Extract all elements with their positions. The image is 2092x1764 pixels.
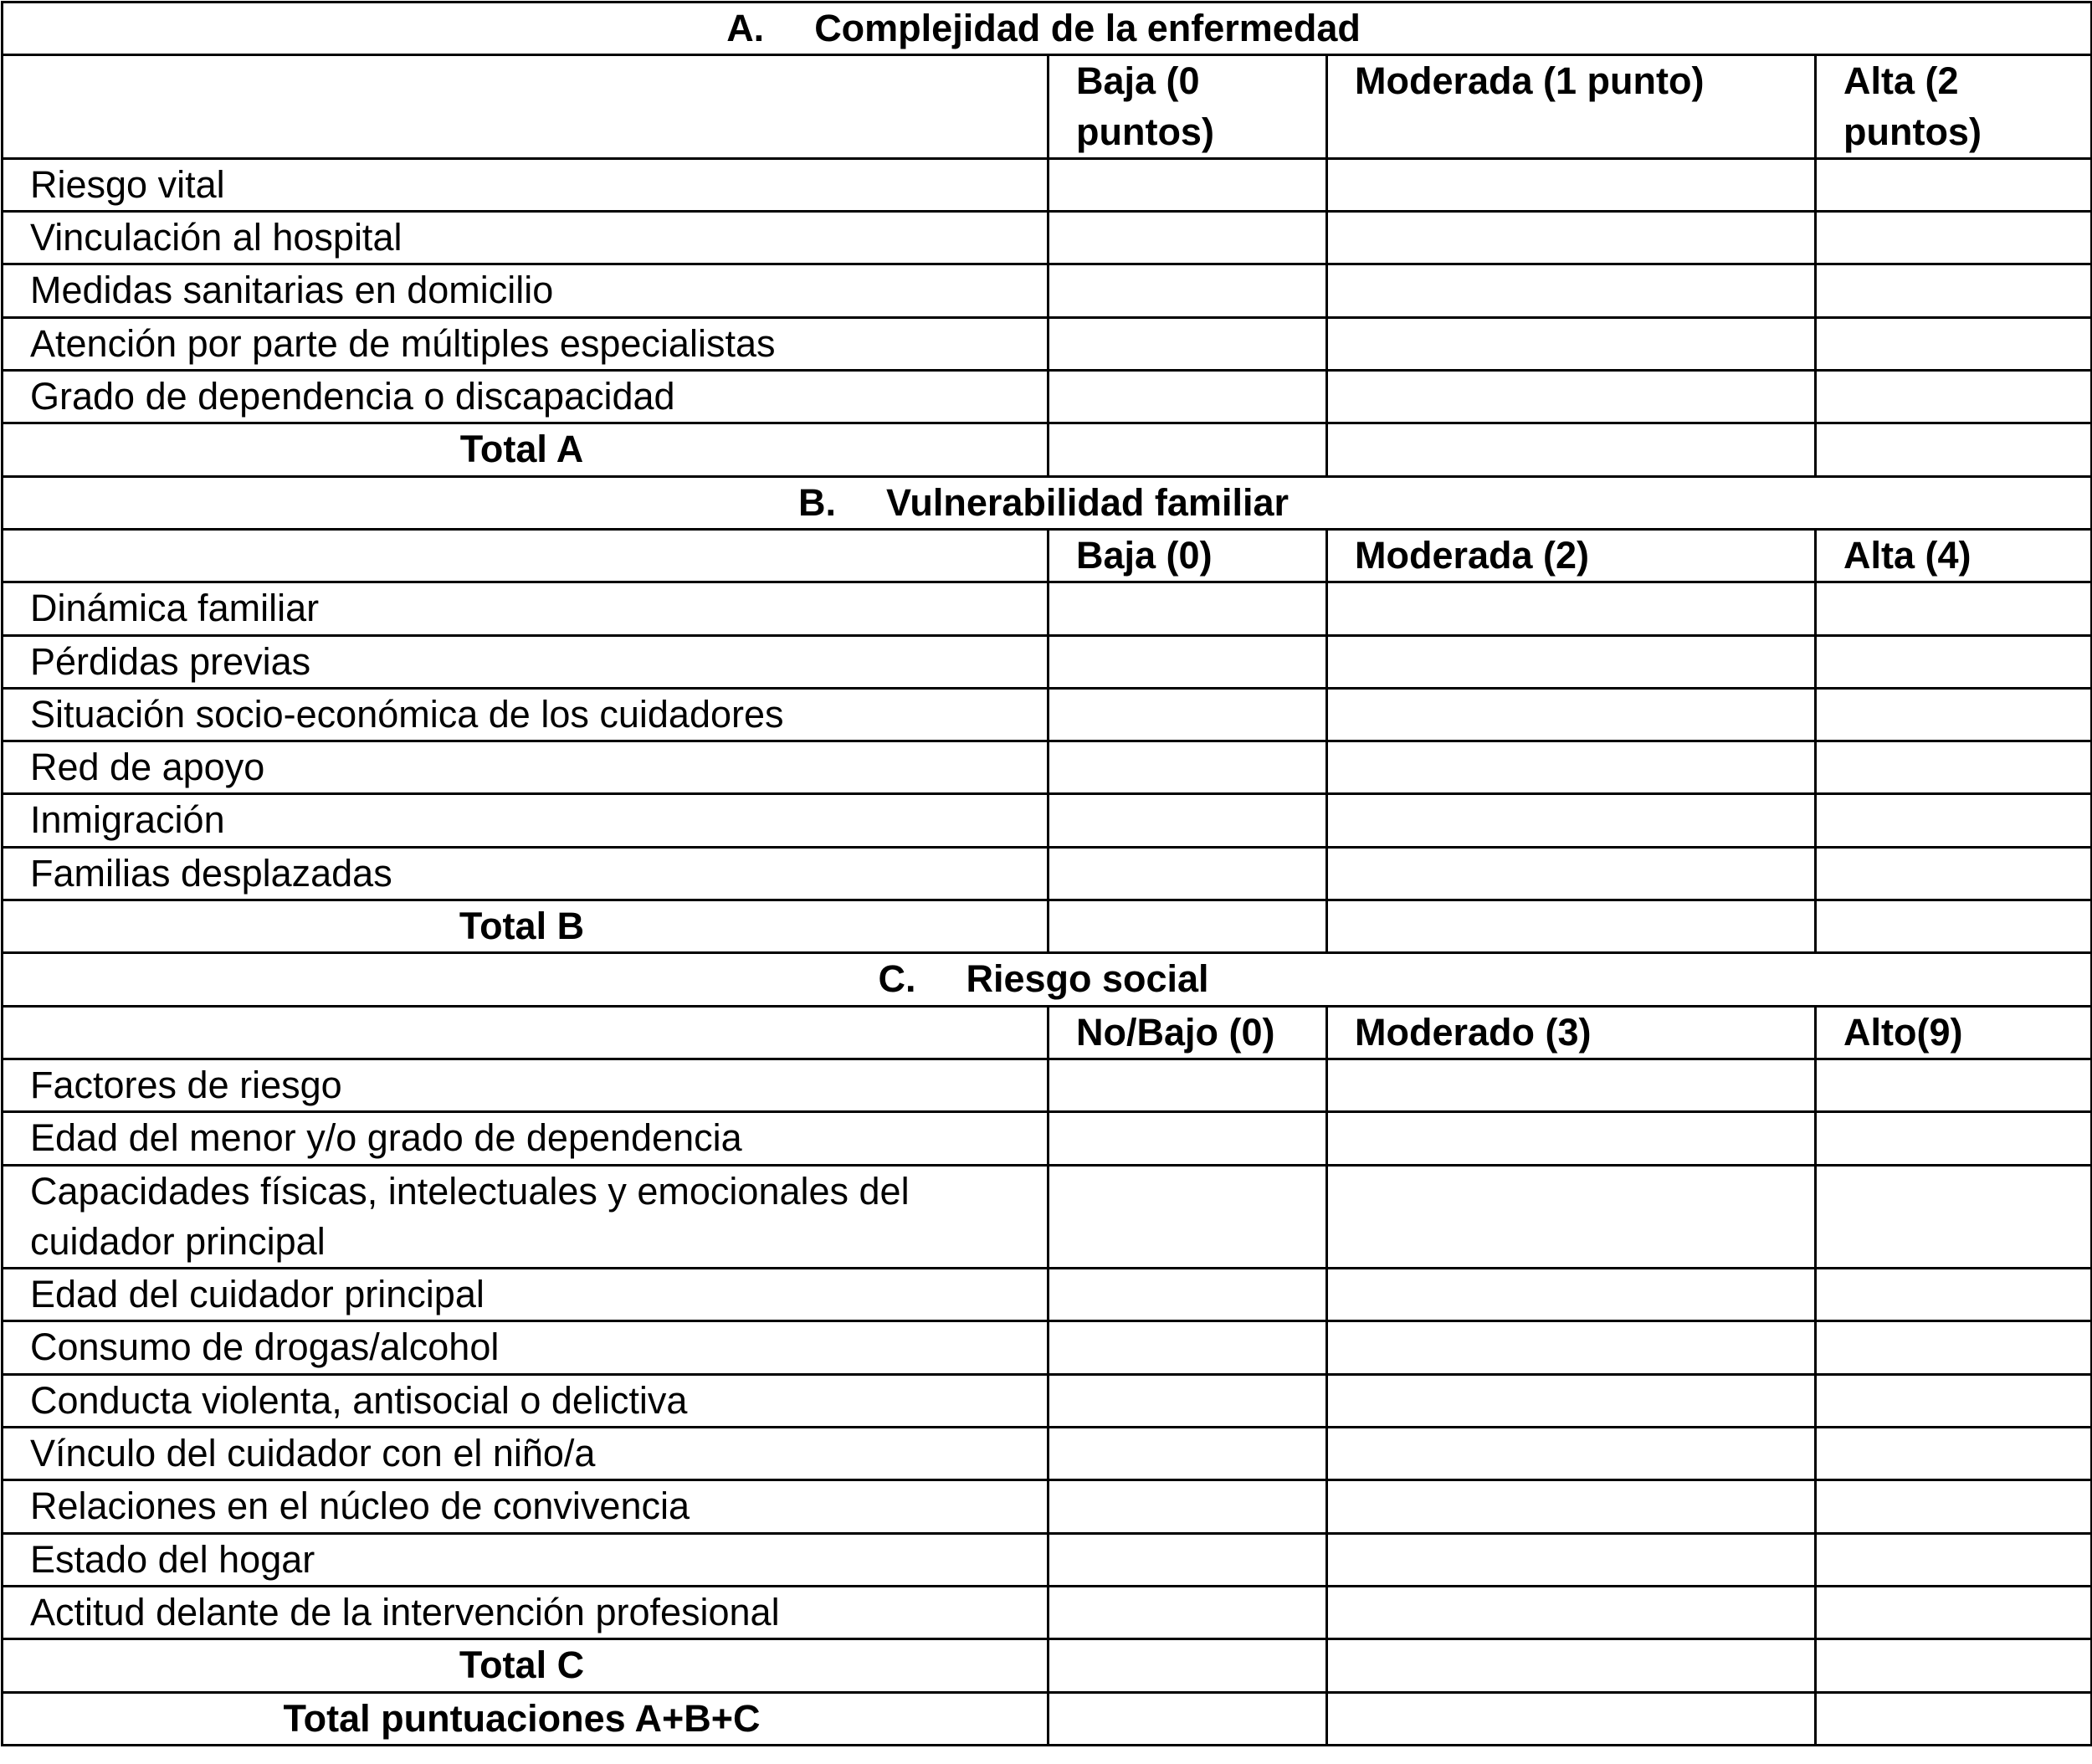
table-row (3, 847, 2092, 900)
table-row (3, 582, 2092, 635)
section-header-c (3, 953, 2092, 1006)
table-row (3, 688, 2092, 741)
item-label: Edad del cuidador principal (3, 1269, 1049, 1321)
item-label: Consumo de drogas/alcohol (3, 1321, 1049, 1374)
total-cell-moderate[interactable] (1327, 1639, 1816, 1692)
column-header-moderate: Moderada (1 punto) (1327, 55, 1816, 159)
section-title: Vulnerabilidad familiar (886, 480, 1289, 524)
section-letter: C. (878, 957, 916, 1001)
item-label: Vinculación al hospital (3, 212, 1049, 264)
column-header-low: No/Bajo (0) (1049, 1006, 1327, 1059)
score-cell-high[interactable] (1816, 688, 2092, 741)
score-cell-high[interactable] (1816, 158, 2092, 211)
score-cell-moderate[interactable] (1327, 1112, 1816, 1165)
score-cell-low[interactable] (1049, 1480, 1327, 1533)
score-cell-high[interactable] (1816, 582, 2092, 635)
table-row (3, 1533, 2092, 1586)
score-cell-moderate[interactable] (1327, 794, 1816, 847)
table-row (3, 1165, 2092, 1269)
item-label: Situación socio-económica de los cuidadores (3, 688, 1049, 741)
score-cell-moderate[interactable] (1327, 688, 1816, 741)
total-row-b (3, 900, 2092, 953)
item-label: Factores de riesgo (3, 1059, 1049, 1111)
table-row (3, 371, 2092, 423)
score-cell-low[interactable] (1049, 741, 1327, 794)
score-cell-low[interactable] (1049, 1428, 1327, 1480)
score-cell-high[interactable] (1816, 1059, 2092, 1111)
score-cell-moderate[interactable] (1327, 317, 1816, 370)
score-cell-high[interactable] (1816, 1533, 2092, 1586)
score-cell-high[interactable] (1816, 1321, 2092, 1374)
score-cell-moderate[interactable] (1327, 158, 1816, 211)
table-row (3, 1374, 2092, 1427)
table-row (3, 635, 2092, 688)
score-cell-high[interactable] (1816, 847, 2092, 900)
table-row (3, 1428, 2092, 1480)
item-label: Edad del menor y/o grado de dependencia (3, 1112, 1049, 1165)
score-cell-moderate[interactable] (1327, 741, 1816, 794)
total-label: Total C (3, 1639, 1049, 1692)
section-letter: B. (798, 480, 837, 524)
total-cell-moderate[interactable] (1327, 900, 1816, 953)
item-label: Estado del hogar (3, 1533, 1049, 1586)
score-cell-moderate[interactable] (1327, 371, 1816, 423)
blank-header-cell (3, 529, 1049, 582)
item-label: Dinámica familiar (3, 582, 1049, 635)
blank-header-cell (3, 55, 1049, 159)
score-cell-low[interactable] (1049, 158, 1327, 211)
total-label: Total B (3, 900, 1049, 953)
score-cell-moderate[interactable] (1327, 1321, 1816, 1374)
blank-header-cell (3, 1006, 1049, 1059)
table-row (3, 264, 2092, 317)
score-cell-moderate[interactable] (1327, 1269, 1816, 1321)
score-cell-moderate[interactable] (1327, 582, 1816, 635)
column-header-row (3, 529, 2092, 582)
score-cell-low[interactable] (1049, 1586, 1327, 1638)
score-cell-high[interactable] (1816, 1112, 2092, 1165)
total-cell-low[interactable] (1049, 1639, 1327, 1692)
score-cell-low[interactable] (1049, 635, 1327, 688)
item-label: Capacidades físicas, intelectuales y emocionales del cuidador principal (3, 1165, 1049, 1269)
score-cell-moderate[interactable] (1327, 1428, 1816, 1480)
section-header-b (3, 476, 2092, 529)
table-row (3, 1321, 2092, 1374)
total-cell-moderate[interactable] (1327, 423, 1816, 476)
total-cell-high[interactable] (1816, 423, 2092, 476)
score-cell-low[interactable] (1049, 1533, 1327, 1586)
total-cell-low[interactable] (1049, 900, 1327, 953)
total-row-c (3, 1639, 2092, 1692)
column-header-moderate: Moderada (2) (1327, 529, 1816, 582)
table-row (3, 794, 2092, 847)
score-cell-low[interactable] (1049, 688, 1327, 741)
column-header-moderate: Moderado (3) (1327, 1006, 1816, 1059)
grand-total-row (3, 1692, 2092, 1745)
total-row-a (3, 423, 2092, 476)
score-cell-moderate[interactable] (1327, 1533, 1816, 1586)
score-cell-low[interactable] (1049, 1374, 1327, 1427)
score-cell-moderate[interactable] (1327, 212, 1816, 264)
score-cell-high[interactable] (1816, 371, 2092, 423)
item-label: Riesgo vital (3, 158, 1049, 211)
item-label: Grado de dependencia o discapacidad (3, 371, 1049, 423)
score-cell-low[interactable] (1049, 1321, 1327, 1374)
item-label: Atención por parte de múltiples especialistas (3, 317, 1049, 370)
score-cell-high[interactable] (1816, 1269, 2092, 1321)
section-title: Complejidad de la enfermedad (814, 7, 1361, 49)
score-cell-low[interactable] (1049, 1269, 1327, 1321)
score-cell-low[interactable] (1049, 1112, 1327, 1165)
table-row (3, 1480, 2092, 1533)
score-cell-moderate[interactable] (1327, 1586, 1816, 1638)
score-cell-high[interactable] (1816, 264, 2092, 317)
table-row (3, 212, 2092, 264)
section-title: Riesgo social (966, 957, 1209, 1001)
score-cell-high[interactable] (1816, 212, 2092, 264)
score-cell-high[interactable] (1816, 1374, 2092, 1427)
item-label: Pérdidas previas (3, 635, 1049, 688)
score-cell-moderate[interactable] (1327, 847, 1816, 900)
score-cell-high[interactable] (1816, 635, 2092, 688)
column-header-high: Alta (4) (1816, 529, 2092, 582)
column-header-row (3, 1006, 2092, 1059)
total-label: Total A (3, 423, 1049, 476)
table-row (3, 158, 2092, 211)
score-cell-moderate[interactable] (1327, 635, 1816, 688)
table-row (3, 1269, 2092, 1321)
score-cell-moderate[interactable] (1327, 1480, 1816, 1533)
score-cell-high[interactable] (1816, 794, 2092, 847)
score-cell-low[interactable] (1049, 264, 1327, 317)
score-cell-low[interactable] (1049, 794, 1327, 847)
grand-total-label: Total puntuaciones A+B+C (3, 1692, 1049, 1745)
section-title-cell (3, 3, 2092, 55)
score-cell-moderate[interactable] (1327, 1374, 1816, 1427)
score-cell-low[interactable] (1049, 1165, 1327, 1269)
total-cell-high[interactable] (1816, 900, 2092, 953)
score-cell-low[interactable] (1049, 317, 1327, 370)
section-letter: A. (726, 7, 765, 49)
table-row (3, 741, 2092, 794)
table-row (3, 1112, 2092, 1165)
score-cell-low[interactable] (1049, 582, 1327, 635)
grand-total-cell-low[interactable] (1049, 1692, 1327, 1745)
grand-total-cell-high[interactable] (1816, 1692, 2092, 1745)
score-cell-high[interactable] (1816, 1428, 2092, 1480)
total-cell-high[interactable] (1816, 1639, 2092, 1692)
table-row (3, 1059, 2092, 1111)
score-cell-high[interactable] (1816, 741, 2092, 794)
table-row (3, 1586, 2092, 1638)
item-label: Red de apoyo (3, 741, 1049, 794)
total-cell-low[interactable] (1049, 423, 1327, 476)
score-cell-moderate[interactable] (1327, 1165, 1816, 1269)
section-header-a (3, 3, 2092, 55)
section-title-cell (3, 476, 2092, 529)
column-header-low: Baja (0) (1049, 529, 1327, 582)
score-cell-moderate[interactable] (1327, 1059, 1816, 1111)
column-header-high: Alta (2 puntos) (1816, 55, 2092, 159)
scoring-table-body (3, 3, 2092, 1746)
item-label: Vínculo del cuidador con el niño/a (3, 1428, 1049, 1480)
column-header-row (3, 55, 2092, 159)
item-label: Actitud delante de la intervención profesional (3, 1586, 1049, 1638)
item-label: Relaciones en el núcleo de convivencia (3, 1480, 1049, 1533)
score-cell-low[interactable] (1049, 847, 1327, 900)
score-cell-moderate[interactable] (1327, 264, 1816, 317)
score-cell-high[interactable] (1816, 1165, 2092, 1269)
column-header-high: Alto(9) (1816, 1006, 2092, 1059)
item-label: Conducta violenta, antisocial o delictiva (3, 1374, 1049, 1427)
item-label: Familias desplazadas (3, 847, 1049, 900)
score-cell-low[interactable] (1049, 371, 1327, 423)
section-title-cell (3, 953, 2092, 1006)
item-label: Medidas sanitarias en domicilio (3, 264, 1049, 317)
grand-total-cell-moderate[interactable] (1327, 1692, 1816, 1745)
column-header-low: Baja (0 puntos) (1049, 55, 1327, 159)
score-cell-high[interactable] (1816, 1480, 2092, 1533)
item-label: Inmigración (3, 794, 1049, 847)
score-cell-low[interactable] (1049, 212, 1327, 264)
scoring-table (1, 1, 2092, 1746)
score-cell-high[interactable] (1816, 1586, 2092, 1638)
score-cell-low[interactable] (1049, 1059, 1327, 1111)
table-row (3, 317, 2092, 370)
score-cell-high[interactable] (1816, 317, 2092, 370)
